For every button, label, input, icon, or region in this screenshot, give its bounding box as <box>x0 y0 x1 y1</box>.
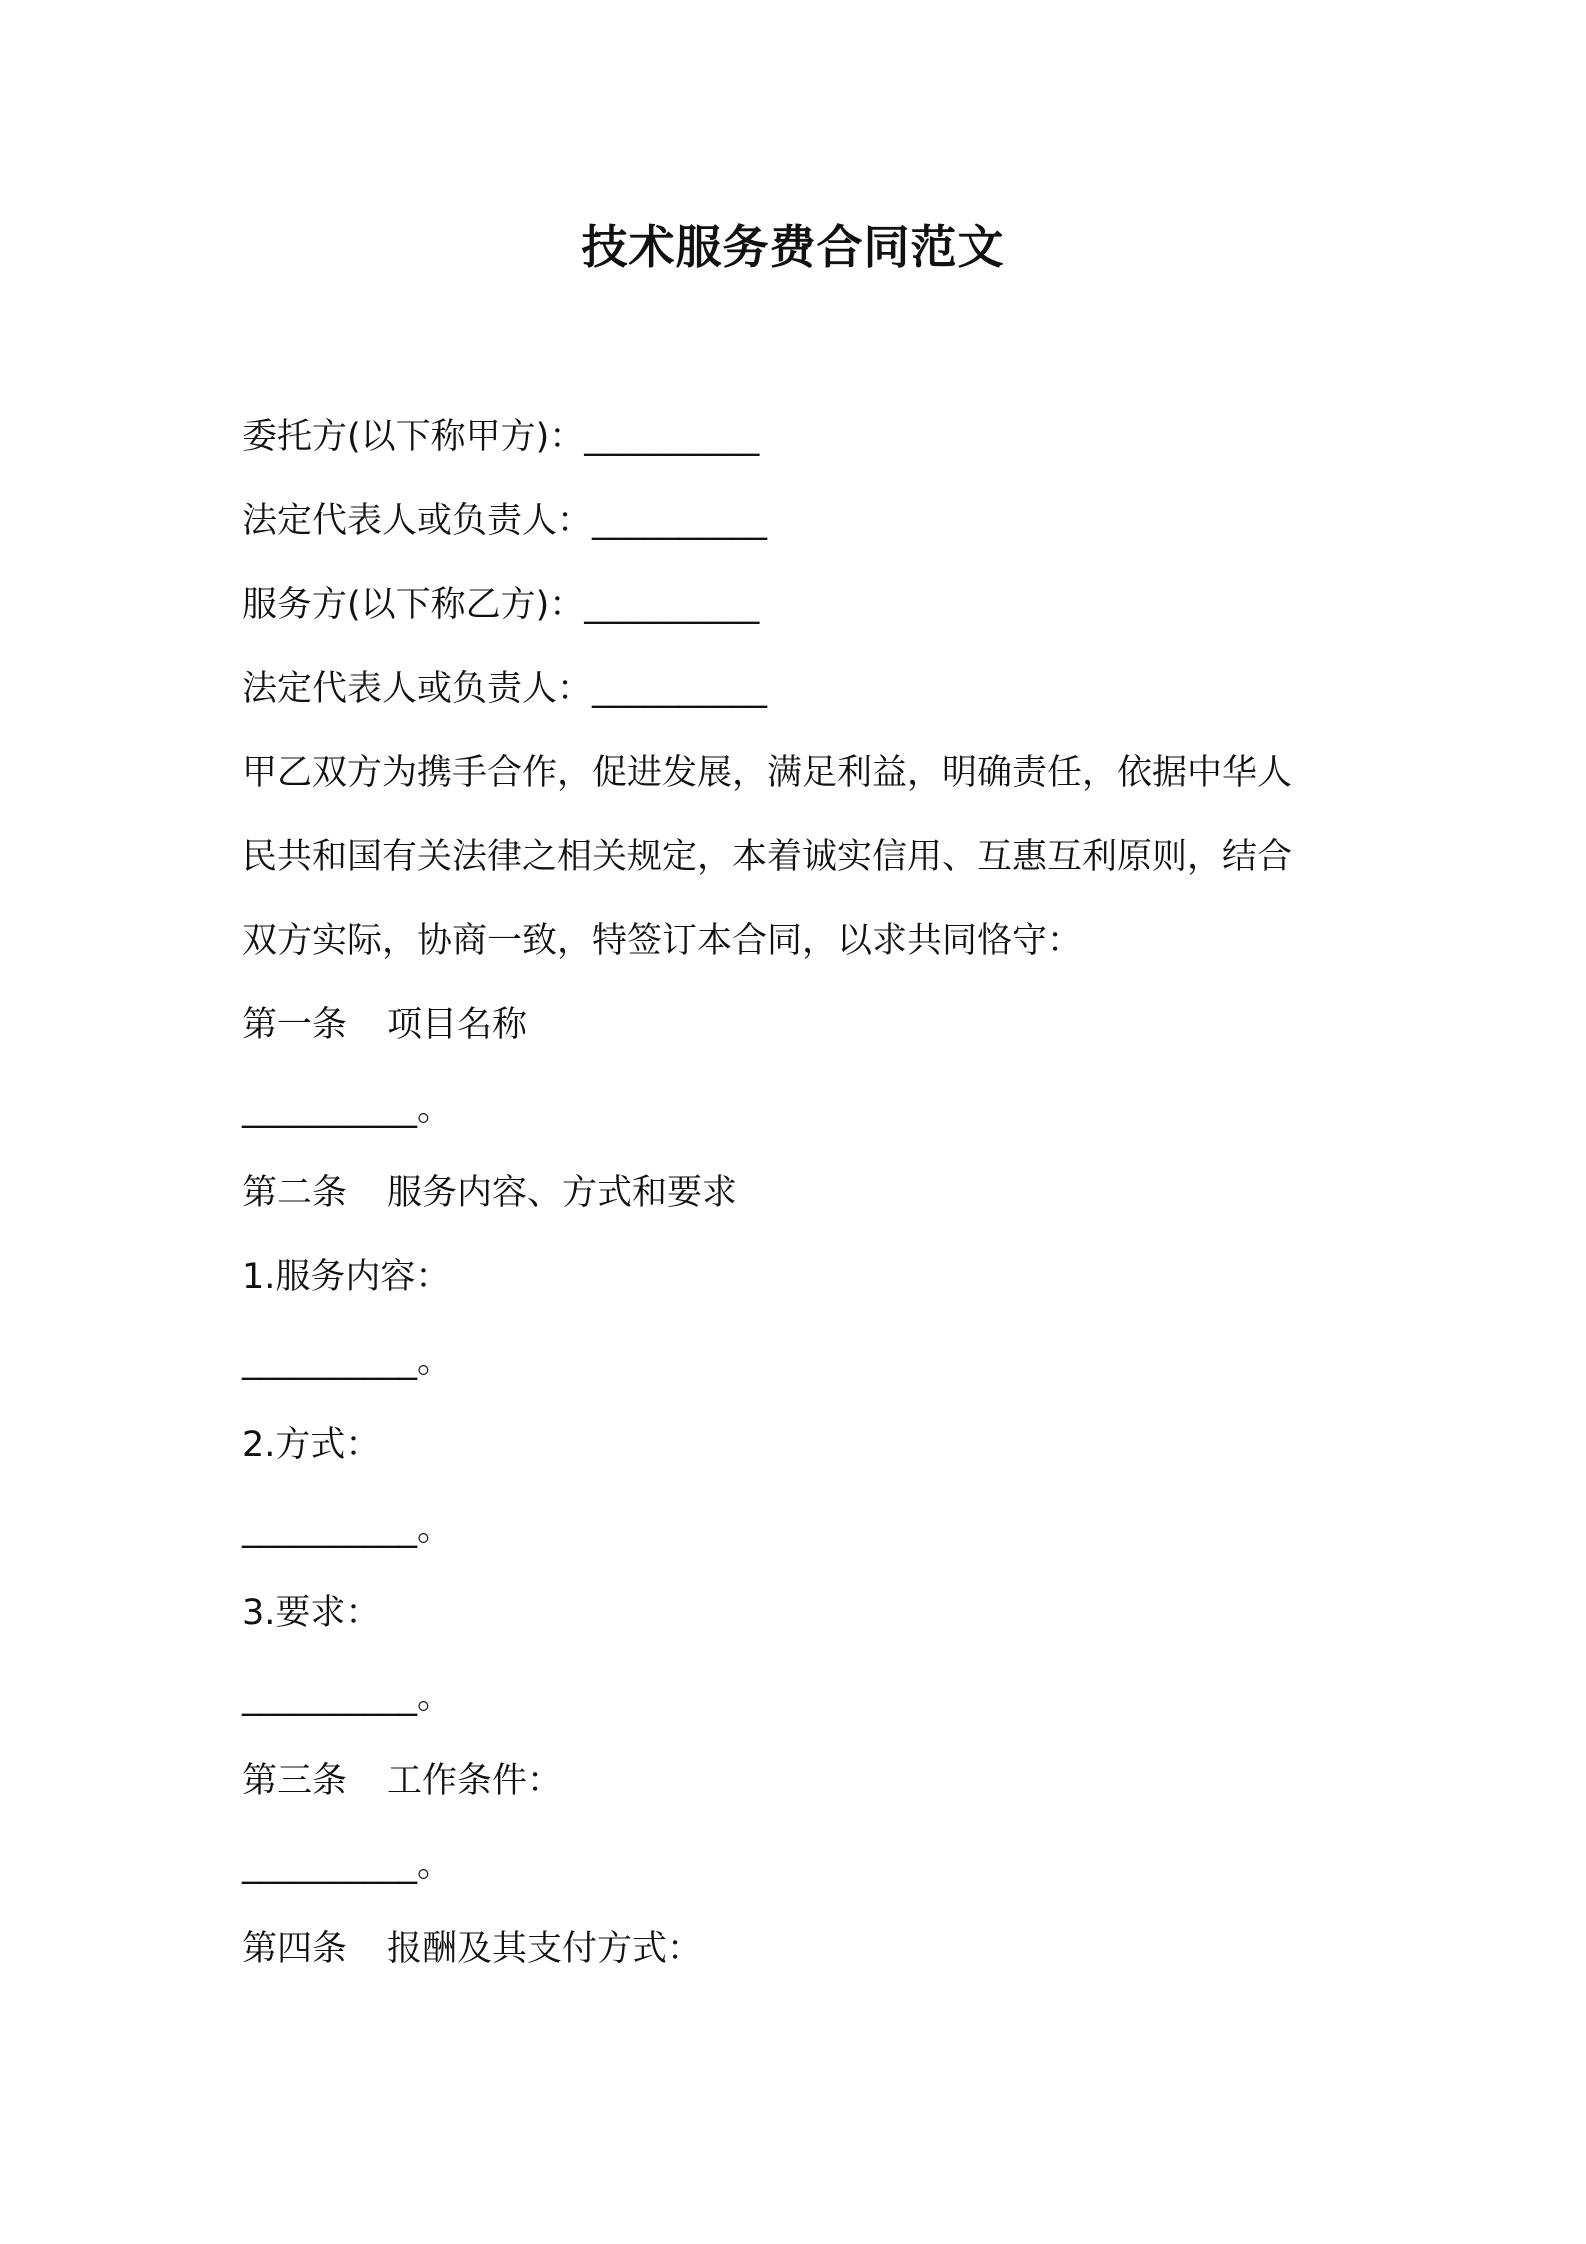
article-2-title: 服务内容、方式和要求 <box>387 1173 738 1213</box>
preamble-line-2: 民共和国有关法律之相关规定，本着诚实信用、互惠互利原则，结合 <box>242 837 1293 877</box>
article-3-blank: __________。 <box>242 1845 453 1885</box>
article-2-number: 第二条 <box>242 1173 348 1213</box>
article-4-number: 第四条 <box>242 1929 348 1969</box>
article-1-title: 项目名称 <box>387 1005 528 1045</box>
document-title: 技术服务费合同范文 <box>581 220 1005 274</box>
party-b-line: 服务方(以下称乙方)：__________ <box>242 585 760 625</box>
article-1-number: 第一条 <box>242 1005 348 1045</box>
party-a-line: 委托方(以下称甲方)：__________ <box>242 417 760 457</box>
article-3-heading <box>242 1751 562 1811</box>
item-3-blank: __________。 <box>242 1677 453 1717</box>
article-1-heading <box>242 995 527 1055</box>
item-1-blank: __________。 <box>242 1341 453 1381</box>
party-b-representative-line: 法定代表人或负责人：__________ <box>242 669 768 709</box>
article-4-title: 报酬及其支付方式： <box>387 1929 703 1969</box>
preamble-line-3: 双方实际，协商一致，特签订本合同，以求共同恪守： <box>242 921 1083 961</box>
article-3-number: 第三条 <box>242 1761 348 1801</box>
item-2-blank: __________。 <box>242 1509 453 1549</box>
party-a-representative-line: 法定代表人或负责人：__________ <box>242 501 768 541</box>
item-3-label: 3.要求： <box>242 1593 381 1633</box>
item-2-label: 2.方式： <box>242 1425 381 1465</box>
article-4-heading <box>242 1919 702 1979</box>
article-3-title: 工作条件： <box>387 1761 563 1801</box>
item-1-label: 1.服务内容： <box>242 1257 451 1297</box>
preamble-line-1: 甲乙双方为携手合作，促进发展，满足利益，明确责任，依据中华人 <box>242 753 1293 793</box>
article-1-blank: __________。 <box>242 1089 453 1129</box>
article-2-heading <box>242 1163 737 1223</box>
